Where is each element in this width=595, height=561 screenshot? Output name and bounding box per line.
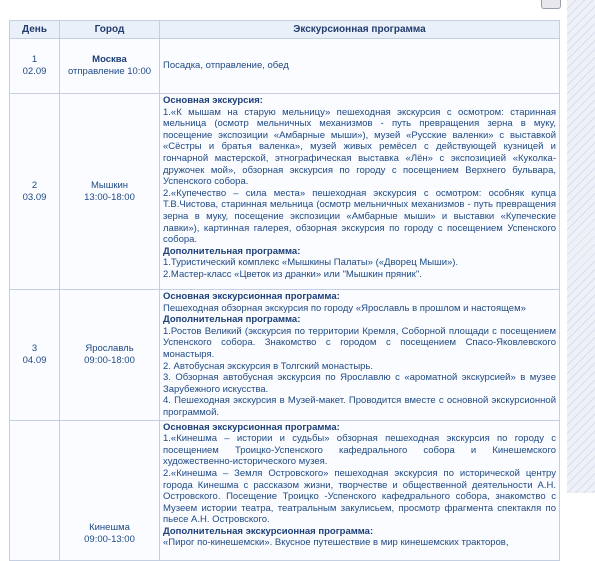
day-number: 1 <box>31 54 38 66</box>
city-cell <box>60 94 160 290</box>
table-row <box>10 290 560 421</box>
day-number: 2 <box>31 179 38 191</box>
program-line: 2.«Кинешма – Земля Островского» пешеходная экскурсия по исторической центру города Кинешма с рассказом жизни, творчестве и общественной деятельности А.Н. Островского. Посещение Троицко -Успенского кафедрального собора, знакомство с Музеем истории театра, театральным закулисьем, просмотр фрагмента спектакля по пьесе А.Н. Островского. <box>163 467 556 526</box>
program-heading: Основная экскурсионная программа: <box>163 291 340 302</box>
table-header-row <box>10 21 560 39</box>
city-time: 09:00-18:00 <box>84 354 135 366</box>
city-time: 09:00-13:00 <box>84 533 135 545</box>
program-line: 1.Ростов Великий (экскурсия по территории Кремля, Соборной площади с посещением Успенского собора. Знакомство с городом с посещением Спасо-Яковлевского монастыря. <box>163 325 556 360</box>
program-line: 4. Пешеходная экскурсия в Музей-макет. Проводится вместе с основной экскурсионной программой. <box>163 395 556 418</box>
day-date: 03.09 <box>22 191 47 203</box>
program-heading: Основная экскурсия: <box>163 95 263 106</box>
day-date: 02.09 <box>22 66 47 77</box>
city-time: отправление 10:00 <box>67 66 152 77</box>
header-program: Экскурсионная программа <box>160 21 560 39</box>
program-heading: Дополнительная экскурсионная программа: <box>163 525 374 537</box>
table-row <box>10 420 560 560</box>
program-line: Посадка, отправление, обед <box>163 60 289 72</box>
header-city: Город <box>60 21 160 39</box>
table-row <box>10 39 560 94</box>
city-cell <box>60 420 160 560</box>
program-line: 2. Автобусная экскурсия в Толгский монастырь. <box>163 360 374 372</box>
program-line: 2.«Купечество – сила места» пешеходная экскурсия с осмотром: особняк купца Т.В.Чистова, старинная мельница (осмотр мельничных механизмов - путь превращения зерна в муку, посещение экспозиции «Амбарные мыши» и выставки «Купеческие лавки»), картинная галерея, обзорная экскурсия по городу с посещением Успенского собора. <box>163 187 556 246</box>
day-cell <box>10 420 60 560</box>
city-name: Москва <box>92 54 127 66</box>
city-cell <box>60 39 160 94</box>
program-line: 2.Мастер-класс «Цветок из дранки» или "Мышкин пряник". <box>163 268 422 280</box>
corner-control[interactable] <box>541 0 561 9</box>
city-time: 13:00-18:00 <box>84 191 135 203</box>
program-cell <box>160 290 560 421</box>
program-line: 3. Обзорная автобусная экскурсия по Ярославлю с «ароматной экскурсией» в музее Зарубежного искусства. <box>163 372 556 395</box>
program-cell <box>160 94 560 290</box>
program-line: 1.«Кинешма – истории и судьбы» обзорная пешеходная экскурсия по городу с посещением Троицко-Успенского кафедрального собора и Кинешемского художественно-исторического музея. <box>163 433 556 468</box>
day-cell <box>10 290 60 421</box>
day-date: 04.09 <box>22 354 47 366</box>
city-cell <box>60 290 160 421</box>
program-cell <box>160 39 560 94</box>
day-number: 3 <box>31 343 38 355</box>
program-line: 1.«К мышам на старую мельницу» пешеходная экскурсия с осмотром: старинная мельница (осмотр мельничных механизмов - путь превращения зерна в муку, посещение экспозиции «Амбарные мыши»), музей «Русские валенки» с выставкой «Сёстры и братья валенка», музей живых ремёсел с действующей кузницей и гончарной мастерской, этнографическая выставка «Лён» с экспозицией «Куколка-дружочек мой», обзорная экскурсия по городу с посещением Верхнего бульвара, Успенского собора. <box>163 106 556 188</box>
page-background-strip <box>567 0 595 493</box>
program-cell <box>160 420 560 560</box>
city-name: Ярославль <box>85 343 134 355</box>
program-line: 1.Туристический комплекс «Мышкины Палаты» («Дворец Мыши»). <box>163 257 459 269</box>
city-name: Кинешма <box>89 522 130 534</box>
table-row <box>10 94 560 290</box>
day-cell <box>10 39 60 94</box>
program-line: «Пирог по-кинешемски». Вкусное путешествие в мир кинешемских тракторов, <box>163 537 509 549</box>
city-name: Мышкин <box>90 179 129 191</box>
program-heading: Дополнительная программа: <box>163 245 301 257</box>
program-line: Пешеходная обзорная экскурсия по городу «Ярославль в прошлом и настоящем» <box>163 302 526 314</box>
excursion-schedule-table <box>9 20 560 561</box>
program-heading: Дополнительная программа: <box>163 314 301 326</box>
header-day: День <box>10 21 60 39</box>
program-heading: Основная экскурсионная программа: <box>163 421 340 433</box>
day-cell <box>10 94 60 290</box>
